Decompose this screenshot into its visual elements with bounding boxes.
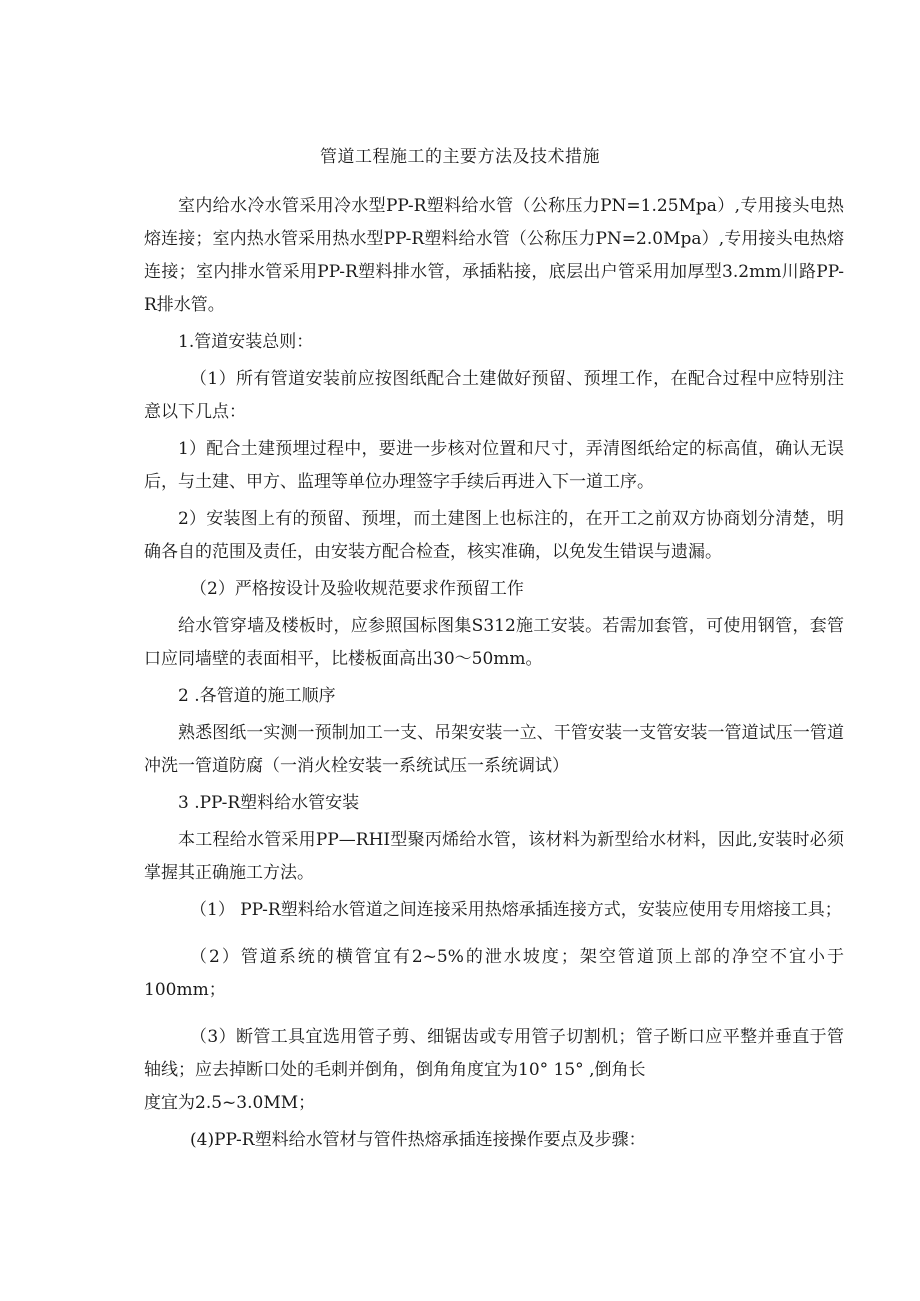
paragraph-rule-1: （1）所有管道安装前应按图纸配合土建做好预留、预埋工作，在配合过程中应特别注意以下几点： bbox=[144, 369, 844, 422]
paragraph-rule-1-2: 2）安装图上有的预留、预埋，而土建图上也标注的，在开工之前双方协商划分清楚，明确各自的范围及责任，由安装方配合检查，核实准确，以免发生错误与遗漏。 bbox=[144, 509, 844, 562]
paragraph-ppr-intro: 本工程给水管采用PP—RHI型聚丙烯给水管，该材料为新型给水材料，因此,安装时必须掌握其正确施工方法。 bbox=[144, 830, 844, 883]
paragraph-ppr-2: （2）管道系统的横管宜有2~5%的泄水坡度；架空管道顶上部的净空不宜小于100mm； bbox=[144, 947, 844, 1000]
paragraph-order: 熟悉图纸一实测一预制加工一支、吊架安装一立、干管安装一支管安装一管道试压一管道冲洗一管道防腐（一消火栓安装一系统试压一系统调试） bbox=[144, 723, 844, 776]
paragraph-rule-1-1: 1）配合土建预埋过程中，要进一步核对位置和尺寸，弄清图纸给定的标高值，确认无误后，与土建、甲方、监理等单位办理签字手续后再进入下一道工序。 bbox=[144, 439, 844, 492]
paragraph-intro: 室内给水冷水管采用冷水型PP-R塑料给水管（公称压力PN=1.25Mpa）,专用接头电热熔连接；室内热水管采用热水型PP-R塑料给水管（公称压力PN=2.0Mpa）,专用接头电热熔连接；室内排水管采用PP-R塑料排水管，承插粘接，底层出户管采用加厚型3.2mm川路PP-R排水管。 bbox=[144, 196, 844, 315]
heading-ppr-install: 3 .PP-R塑料给水管安装 bbox=[178, 793, 360, 813]
paragraph-ppr-4: (4)PP-R塑料给水管材与管件热熔承插连接操作要点及步骤： bbox=[190, 1130, 646, 1150]
heading-general-rules: 1.管道安装总则： bbox=[178, 332, 314, 352]
document-body bbox=[144, 190, 844, 1157]
paragraph-rule-2: （2）严格按设计及验收规范要求作预留工作 bbox=[190, 579, 524, 599]
heading-construction-order: 2 .各管道的施工顺序 bbox=[178, 686, 336, 706]
document-title: 管道工程施工的主要方法及技术措施 bbox=[320, 147, 600, 167]
paragraph-ppr-1: （1） PP-R塑料给水管道之间连接采用热熔承插连接方式，安装应使用专用熔接工具； bbox=[190, 900, 842, 920]
paragraph-sleeve: 给水管穿墙及楼板时，应参照国标图集S312施工安装。若需加套管，可使用钢管，套管口应同墙壁的表面相平，比楼板面高出30～50mm。 bbox=[144, 616, 844, 669]
paragraph-ppr-3: （3）断管工具宜选用管子剪、细锯齿或专用管子切割机；管子断口应平整并垂直于管轴线；应去掉断口处的毛刺并倒角，倒角角度宜为10° 15° ,倒角长 bbox=[144, 1027, 844, 1080]
paragraph-ppr-3-cont: 度宜为2.5~3.0MM； bbox=[144, 1093, 316, 1113]
